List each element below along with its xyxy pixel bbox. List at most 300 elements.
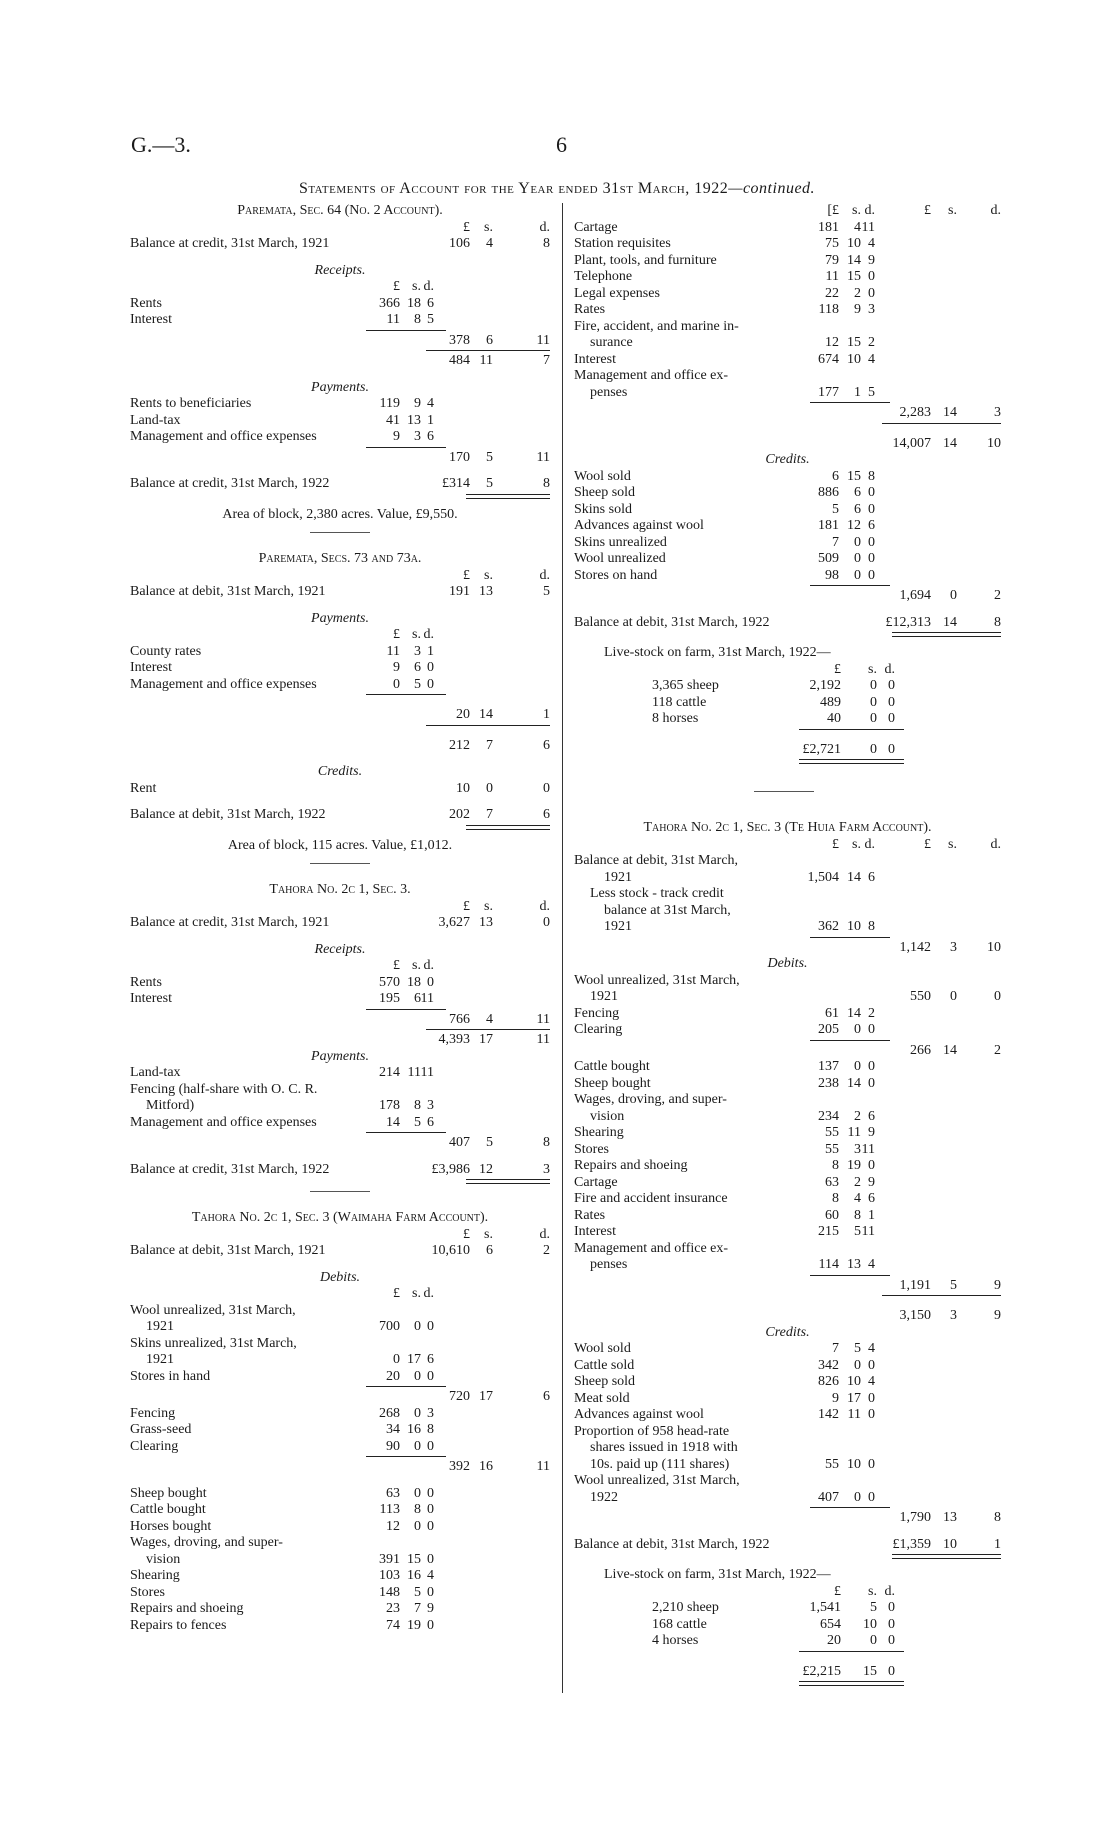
debit-row (574, 385, 1001, 402)
credit-row-label: Advances against wool (574, 1407, 704, 1422)
amount-pence: 8 (868, 468, 875, 484)
amount-pence: d. (539, 219, 550, 235)
amount-shillings: 6 (854, 485, 861, 500)
credit-row-label: Meat sold (574, 1390, 630, 1406)
credit-row-label: Wool unrealized, 31st March, (574, 1473, 740, 1488)
amount-shillings: 0 (854, 551, 861, 566)
right-column (574, 203, 1001, 1684)
debit-row-label: Wages, droving, and super- (130, 1535, 283, 1550)
debit-row (130, 1352, 550, 1369)
livestock-row (574, 1633, 1001, 1650)
payment-row-label: County rates (130, 643, 202, 659)
amount-shillings: 5 (486, 1135, 493, 1150)
amount-pence: 9 (868, 1174, 875, 1190)
rule-line (810, 937, 890, 938)
credit-row (574, 551, 1001, 568)
debit-row-label: Telephone (574, 269, 633, 284)
amount-pounds: £3,986 (431, 1161, 470, 1177)
credit-row (574, 1374, 1001, 1391)
livestock-heading-label: Live-stock on farm, 31st March, 1922— (604, 645, 831, 660)
rule-line (882, 1295, 1001, 1296)
receipts-total (130, 1012, 550, 1029)
amount-pounds: 886 (818, 485, 839, 500)
payment-row (130, 1098, 550, 1115)
amount-shillings: 9 (854, 302, 861, 317)
credits-total (574, 1510, 1001, 1527)
total-rule (574, 1650, 1001, 1654)
debit-row-label: Stores (574, 1141, 609, 1157)
amount-pounds: 41 (386, 412, 400, 428)
credits-heading (574, 452, 1001, 469)
amount-pounds: 238 (818, 1075, 839, 1091)
amount-shillings: 15 (407, 1551, 421, 1567)
amount-pence: 4 (427, 1568, 434, 1583)
amount-pence: 0 (427, 676, 434, 692)
amount-shillings: 0 (870, 694, 877, 710)
amount-pence: 6 (427, 1352, 434, 1367)
amount-shillings: 16 (407, 1568, 421, 1583)
section-separator (130, 854, 550, 872)
amount-shillings: 11 (847, 1125, 861, 1140)
amount-pounds: £ (834, 661, 841, 677)
amount-shillings: 1 (854, 384, 861, 400)
debit-row-label: Fencing (574, 1005, 620, 1021)
debit-row-label: Station requisites (574, 236, 671, 251)
amount-shillings: s. (412, 1286, 421, 1301)
amount-pence: 6 (868, 869, 875, 885)
amount-pounds: 570 (379, 974, 400, 990)
amount-pence: 11 (861, 1141, 875, 1157)
credit-row-label: Cattle sold (574, 1357, 635, 1373)
amount-pence: 11 (536, 1011, 550, 1027)
credit-row-label: shares issued in 1918 with (590, 1440, 738, 1455)
amount-pounds: 9 (393, 660, 400, 675)
payments-heading-text: Payments. (311, 1048, 369, 1064)
credit-row-label: Advances against wool (574, 518, 704, 533)
amount-pounds: 1,790 (899, 1510, 931, 1525)
amount-pence: d. (423, 958, 434, 973)
debit-row (130, 1519, 550, 1536)
amount-pence: 3 (994, 405, 1001, 420)
credit-row (574, 1473, 1001, 1490)
amount-pounds: £ (393, 279, 400, 294)
payment-row-label: Management and office expenses (130, 676, 317, 692)
amount-pence: d. (423, 627, 434, 642)
debit-row-label: Clearing (574, 1022, 623, 1037)
rule-line (810, 1507, 890, 1508)
rent-row (130, 781, 550, 798)
unit-label: d. (864, 836, 875, 852)
amount-pounds: 8 (832, 1191, 839, 1206)
debit-row-label: vision (146, 1551, 181, 1567)
amount-pence: 4 (868, 1257, 875, 1272)
amount-pounds: 2,283 (899, 405, 931, 420)
amount-shillings: 0 (870, 711, 877, 726)
rule-line (810, 402, 890, 403)
debit-row-label: Repairs to fences (130, 1617, 227, 1633)
amount-pence: 0 (994, 989, 1001, 1004)
amount-pence: 6 (868, 1108, 875, 1124)
amount-pounds: 20 (456, 707, 470, 722)
amount-pence: 8 (994, 1510, 1001, 1525)
debit-row (130, 1303, 550, 1320)
amount-shillings: 5 (414, 1114, 421, 1130)
livestock-label: 168 cattle (652, 1616, 707, 1632)
amount-shillings: 12 (847, 518, 861, 533)
unit-label: d. (990, 203, 1001, 218)
amount-pounds: £ (393, 958, 400, 973)
amount-pounds: 195 (379, 991, 400, 1006)
credit-row (574, 1424, 1001, 1441)
rents-row (130, 975, 550, 992)
amount-shillings: 13 (407, 412, 421, 428)
amount-pounds: 215 (818, 1224, 839, 1239)
debit-row-label: Wages, droving, and super- (574, 1092, 727, 1107)
amount-shillings: 8 (854, 1207, 861, 1223)
livestock-row (574, 711, 1001, 728)
credit-row (574, 535, 1001, 552)
amount-shillings: 5 (414, 1584, 421, 1600)
debits-heading (130, 1270, 550, 1287)
amount-pence: 0 (427, 1518, 434, 1534)
balance-open (130, 1243, 550, 1260)
interest-row-label: Interest (130, 991, 172, 1006)
credit-row-label: 10s. paid up (111 shares) (590, 1456, 730, 1472)
payment-row (130, 1065, 550, 1082)
balance-close (130, 1162, 550, 1179)
amount-pence: 11 (536, 449, 550, 465)
debit-row-label: Shearing (574, 1125, 624, 1140)
amount-pounds: £2,721 (802, 741, 841, 757)
debit-row-label: 1921 (146, 1319, 174, 1334)
livestock-heading (574, 645, 1001, 662)
separator-line (310, 863, 370, 864)
amount-shillings: 15 (847, 269, 861, 284)
amount-pence: 0 (868, 1390, 875, 1406)
amount-pounds: 391 (379, 1551, 400, 1567)
amount-shillings: s. (412, 958, 421, 973)
amount-shillings: s. (412, 279, 421, 294)
amount-pence: 0 (427, 1485, 434, 1501)
double-rule (574, 758, 1001, 762)
area-note-text: Area of block, 2,380 acres. Value, £9,550. (222, 506, 458, 522)
amount-pence: 5 (427, 312, 434, 327)
payments-heading-text: Payments. (311, 379, 369, 395)
total-rule (574, 728, 1001, 732)
rule-line (366, 694, 446, 695)
payment-row-label: Fencing (half-share with O. C. R. (130, 1081, 318, 1097)
amount-pence: 1 (994, 1536, 1001, 1552)
amount-shillings: 6 (414, 660, 421, 675)
double-rule (130, 493, 550, 497)
amount-shillings: 4 (854, 219, 861, 235)
amount-pence: 1 (868, 1207, 875, 1223)
amount-pounds: £ (463, 1226, 470, 1242)
amount-pounds: 0 (393, 1352, 400, 1367)
amount-pounds: 826 (818, 1374, 839, 1389)
rule-line (426, 1029, 550, 1030)
credits-heading-text: Credits. (317, 764, 363, 779)
amount-pence: 9 (868, 1125, 875, 1140)
unit-label: s. (852, 836, 861, 852)
rents-row-label: Rents (130, 295, 162, 311)
unit-header (574, 662, 1001, 679)
amount-pence: 6 (868, 1191, 875, 1206)
debit-row (574, 1191, 1001, 1208)
document-reference: G.—3. (131, 132, 191, 157)
amount-pence: 0 (868, 285, 875, 301)
payment-row (130, 429, 550, 446)
unit-header (574, 203, 1001, 220)
amount-pounds: 60 (825, 1207, 839, 1223)
debit-row-label: Grass-seed (130, 1422, 192, 1437)
amount-shillings: 0 (854, 1357, 861, 1373)
amount-shillings: 0 (854, 1489, 861, 1505)
balance-close (574, 615, 1001, 632)
amount-pounds: 7 (832, 1341, 839, 1356)
amount-shillings: 3 (414, 643, 421, 659)
unit-label: s. (948, 203, 957, 218)
amount-pence: 0 (868, 1456, 875, 1472)
interest-row-label: Interest (130, 312, 172, 327)
amount-pounds: 98 (825, 567, 839, 583)
subtotal-row (574, 436, 1001, 453)
paremata-73-heading (130, 551, 550, 568)
payment-row (130, 396, 550, 413)
amount-pence: 8 (868, 919, 875, 934)
amount-shillings: 8 (414, 1098, 421, 1113)
debit-row (574, 1158, 1001, 1175)
amount-pence: d. (884, 1583, 895, 1599)
payments-heading (130, 380, 550, 397)
credit-row (574, 1440, 1001, 1457)
debit-row-label: Cattle bought (130, 1502, 206, 1517)
amount-shillings: 11 (847, 1407, 861, 1422)
amount-pounds: 1,541 (809, 1600, 841, 1615)
amount-shillings: 8 (414, 312, 421, 327)
amount-pence: 0 (543, 915, 550, 930)
amount-pounds: £12,313 (885, 614, 931, 630)
receipts-total (130, 333, 550, 350)
amount-pounds: 366 (379, 295, 400, 311)
amount-shillings: s. (484, 898, 493, 914)
unit-header (130, 568, 550, 585)
debit-row-label: Shearing (130, 1568, 180, 1583)
payments-heading-text: Payments. (311, 610, 369, 626)
rents-row-label: Rents (130, 974, 162, 990)
balance-open (130, 915, 550, 932)
amount-pounds: 550 (910, 989, 931, 1004)
balance-row-label: 1921 (604, 919, 632, 934)
unit-header (130, 279, 550, 296)
area-note (130, 838, 550, 855)
amount-shillings: 17 (479, 1032, 493, 1047)
amount-shillings: 0 (950, 989, 957, 1004)
amount-pounds: 720 (449, 1389, 470, 1404)
balance-row (574, 886, 1001, 903)
debit-row (574, 1092, 1001, 1109)
credits-heading-text: Credits. (765, 452, 810, 467)
separator-line (310, 532, 370, 533)
livestock-total (574, 1664, 1001, 1681)
credit-row-label: Skins sold (574, 501, 632, 517)
payment-row (130, 660, 550, 677)
livestock-heading (574, 1567, 1001, 1584)
section-separator (574, 782, 1001, 800)
amount-pounds: 137 (818, 1059, 839, 1074)
amount-pounds: £ (463, 898, 470, 914)
double-rule-line (799, 759, 904, 764)
amount-shillings: 5 (950, 1277, 957, 1293)
debit-row-label: Cartage (574, 1174, 618, 1190)
amount-pence: 0 (868, 1407, 875, 1422)
amount-pounds: 34 (386, 1422, 400, 1437)
amount-pounds: 0 (393, 676, 400, 692)
group-total (574, 1043, 1001, 1060)
group-total (130, 1389, 550, 1406)
amount-pounds: £314 (442, 476, 470, 491)
debit-row (130, 1618, 550, 1635)
amount-pence: 0 (868, 1158, 875, 1173)
debit-row (574, 1022, 1001, 1039)
amount-pounds: 12 (386, 1518, 400, 1534)
amount-pounds: 177 (818, 384, 839, 400)
amount-pence: 9 (994, 1277, 1001, 1293)
amount-shillings: s. (868, 661, 877, 677)
amount-shillings: 10 (847, 919, 861, 934)
debit-row-label: Stores (130, 1584, 165, 1600)
amount-shillings: 11 (479, 353, 493, 368)
balance-row-label: Less stock - track credit (590, 886, 724, 901)
subtotal-row (130, 1032, 550, 1049)
amount-pounds: 106 (449, 236, 470, 251)
amount-shillings: 13 (479, 584, 493, 599)
amount-pounds: 1,504 (807, 869, 839, 885)
amount-shillings: 14 (943, 435, 957, 451)
amount-pounds: 268 (379, 1405, 400, 1421)
amount-pence: 4 (868, 1374, 875, 1389)
te-huia-heading-text: Tahora No. 2c 1, Sec. 3 (Te Huia Farm Account). (643, 820, 932, 835)
debit-row-label: Repairs and shoeing (574, 1158, 688, 1173)
rule-line (366, 1009, 446, 1010)
credit-row (574, 568, 1001, 585)
amount-pounds: 205 (818, 1022, 839, 1037)
amount-pence: 2 (543, 1243, 550, 1258)
debit-row (130, 1336, 550, 1353)
unit-header (130, 899, 550, 916)
debit-row (130, 1422, 550, 1439)
amount-shillings: 10 (847, 236, 861, 251)
amount-pounds: 74 (386, 1617, 400, 1633)
debit-row (574, 302, 1001, 319)
debit-row (574, 1059, 1001, 1076)
debit-row (574, 1006, 1001, 1023)
payment-row-label: Land-tax (130, 1065, 181, 1080)
amount-pence: 4 (868, 351, 875, 367)
amount-pounds: 170 (449, 449, 470, 465)
amount-pounds: 1,142 (899, 939, 931, 955)
debit-row-label: 1921 (146, 1352, 174, 1367)
amount-shillings: 3 (950, 939, 957, 955)
amount-pence: 8 (543, 476, 550, 491)
receipts-heading-text: Receipts. (314, 262, 366, 278)
amount-pence: d. (423, 1286, 434, 1301)
balance-row-label: Balance at debit, 31st March, (574, 853, 739, 868)
payment-row-label: Management and office expenses (130, 1114, 317, 1130)
amount-pence: 0 (427, 1584, 434, 1600)
double-rule (130, 824, 550, 828)
livestock-label: 4 horses (652, 1633, 699, 1648)
debits-heading-text: Debits. (767, 956, 808, 971)
debit-row (130, 1585, 550, 1602)
amount-pence: d. (539, 567, 550, 583)
amount-shillings: 14 (847, 252, 861, 268)
unit-label: s. (852, 203, 861, 218)
amount-pounds: 63 (825, 1174, 839, 1190)
amount-pounds: 61 (825, 1005, 839, 1021)
balance-open (130, 584, 550, 601)
payments-total (130, 1135, 550, 1152)
amount-pence: 0 (427, 1438, 434, 1454)
amount-shillings: 17 (847, 1390, 861, 1406)
debit-row (130, 1535, 550, 1552)
payment-row (130, 644, 550, 661)
amount-pence: 9 (427, 1601, 434, 1616)
rule-line (810, 1040, 890, 1041)
amount-pounds: 1,694 (899, 588, 931, 603)
balance-open-label: Balance at debit, 31st March, 1921 (130, 584, 326, 599)
amount-pence: 0 (888, 1600, 895, 1615)
double-rule (574, 1553, 1001, 1557)
debit-row-label: Fire, accident, and marine in- (574, 318, 739, 334)
amount-shillings: 2 (854, 1174, 861, 1190)
debit-row (574, 352, 1001, 369)
amount-pence: 0 (868, 551, 875, 566)
credit-row-label: Wool sold (574, 468, 631, 484)
amount-pence: 0 (427, 1617, 434, 1633)
amount-pence: 0 (427, 1551, 434, 1567)
group-total (574, 405, 1001, 422)
amount-pence: 0 (868, 534, 875, 550)
amount-shillings: 14 (847, 869, 861, 885)
credit-row (574, 1407, 1001, 1424)
amount-pounds: £1,359 (892, 1536, 931, 1552)
amount-shillings: 17 (407, 1352, 421, 1367)
credit-row-label: Stores on hand (574, 567, 658, 583)
area-note (130, 507, 550, 524)
rule-line (799, 1651, 904, 1652)
amount-pounds: 654 (820, 1616, 841, 1632)
amount-shillings: 15 (847, 468, 861, 484)
amount-pounds: £ (463, 567, 470, 583)
rule-line (882, 423, 1001, 424)
credit-row-label: Sheep sold (574, 1374, 636, 1389)
amount-shillings: 0 (854, 1059, 861, 1074)
amount-pounds: 362 (818, 919, 839, 934)
debit-row-label: Cattle bought (574, 1059, 650, 1074)
payment-row (130, 1115, 550, 1132)
unit-header (130, 958, 550, 975)
amount-pounds: 202 (449, 807, 470, 822)
paremata-64-heading-text: Paremata, Sec. 64 (No. 2 Account). (237, 203, 443, 218)
payment-row-label: Land-tax (130, 412, 181, 428)
rule-line (426, 725, 550, 726)
amount-shillings: 17 (479, 1389, 493, 1404)
amount-shillings: 0 (414, 1405, 421, 1421)
amount-pounds: 378 (449, 332, 470, 348)
amount-pounds: 114 (818, 1257, 839, 1272)
rule-line (366, 1456, 446, 1457)
